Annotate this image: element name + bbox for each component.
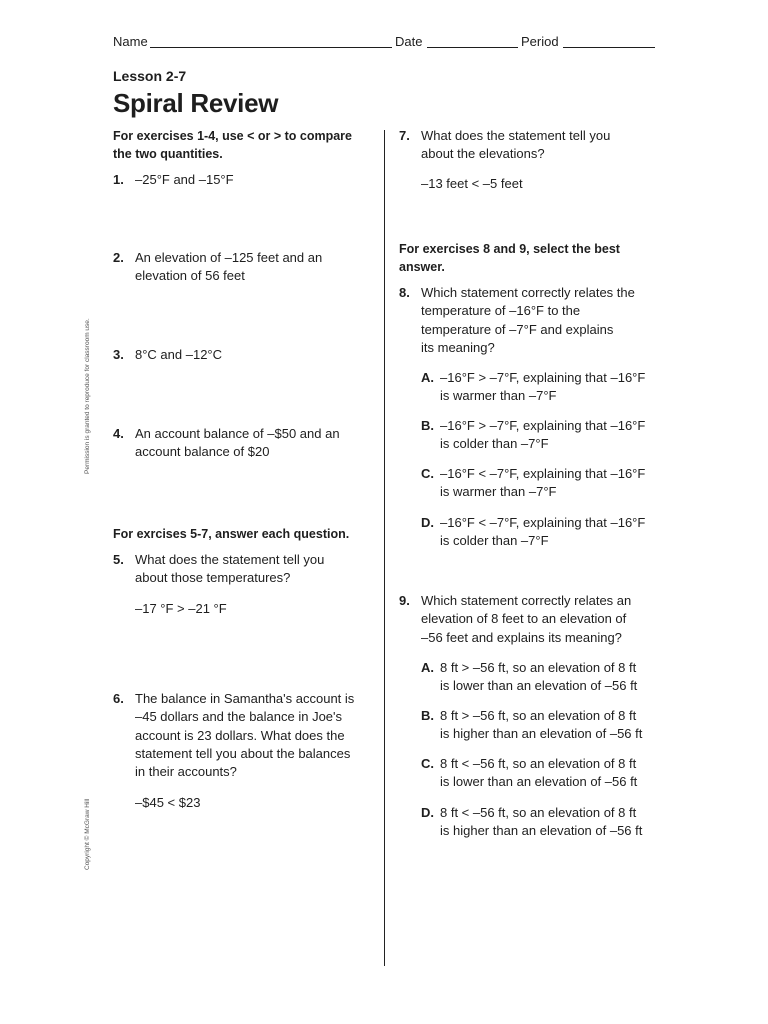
option-text: –16°F > –7°F, explaining that –16°F is warmer than –7°F bbox=[440, 370, 646, 404]
option-letter: C. bbox=[421, 466, 434, 481]
question-8-option-c[interactable] bbox=[421, 465, 661, 502]
date-label: Date bbox=[395, 34, 423, 49]
option-letter: B. bbox=[421, 708, 434, 723]
option-letter: A. bbox=[421, 370, 434, 385]
column-divider bbox=[384, 130, 385, 966]
question-9-option-c[interactable] bbox=[421, 755, 666, 792]
name-field-line[interactable] bbox=[150, 47, 392, 48]
question-8-option-b[interactable] bbox=[421, 417, 661, 454]
question-9-option-b[interactable] bbox=[421, 707, 666, 744]
option-letter: D. bbox=[421, 805, 434, 820]
option-text: 8 ft < –56 ft, so an elevation of 8 ft is higher than an elevation of –56 ft bbox=[440, 805, 643, 839]
option-letter: D. bbox=[421, 515, 434, 530]
instruction-exercises-1-4: For exercises 1-4, use < or > to compare the two quantities. bbox=[113, 129, 353, 161]
question-5-statement: –17 °F > –21 °F bbox=[135, 601, 227, 616]
question-number: 3. bbox=[113, 347, 124, 362]
question-number: 9. bbox=[399, 593, 410, 608]
date-field-line[interactable] bbox=[427, 47, 518, 48]
question-7-statement: –13 feet < –5 feet bbox=[421, 176, 523, 191]
question-text: What does the statement tell you about the elevations? bbox=[421, 128, 611, 162]
option-text: –16°F > –7°F, explaining that –16°F is colder than –7°F bbox=[440, 418, 646, 452]
question-number: 1. bbox=[113, 172, 124, 187]
option-text: 8 ft < –56 ft, so an elevation of 8 ft is lower than an elevation of –56 ft bbox=[440, 756, 638, 790]
option-text: 8 ft > –56 ft, so an elevation of 8 ft is lower than an elevation of –56 ft bbox=[440, 660, 638, 694]
option-letter: C. bbox=[421, 756, 434, 771]
question-number: 7. bbox=[399, 128, 410, 143]
question-text: What does the statement tell you about those temperatures? bbox=[135, 552, 325, 586]
question-text: The balance in Samantha's account is –45 dollars and the balance in Joe's account is 23 dollars. What does the statement tell you about the balances in their accounts? bbox=[135, 691, 355, 780]
question-8-option-d[interactable] bbox=[421, 514, 661, 551]
page-title: Spiral Review bbox=[113, 88, 279, 118]
question-number: 8. bbox=[399, 285, 410, 300]
permission-notice: Permission is granted to reproduce for classroom use. bbox=[84, 318, 91, 474]
period-label: Period bbox=[521, 34, 559, 49]
question-number: 6. bbox=[113, 691, 124, 706]
question-text: 8°C and –12°C bbox=[135, 347, 223, 362]
name-label: Name bbox=[113, 34, 148, 49]
question-text: Which statement correctly relates the temperature of –16°F to the temperature of –7°F and explains its meaning? bbox=[421, 285, 635, 355]
lesson-number: Lesson 2-7 bbox=[113, 68, 187, 84]
question-text: An elevation of –125 feet and an elevation of 56 feet bbox=[135, 250, 323, 284]
copyright-notice: Copyright © McGraw Hill bbox=[84, 798, 91, 870]
option-text: –16°F < –7°F, explaining that –16°F is warmer than –7°F bbox=[440, 466, 646, 500]
question-9-option-a[interactable] bbox=[421, 659, 666, 696]
option-letter: B. bbox=[421, 418, 434, 433]
question-number: 2. bbox=[113, 250, 124, 265]
question-9-option-d[interactable] bbox=[421, 804, 666, 841]
student-info-header bbox=[113, 32, 658, 52]
question-6-statement: –$45 < $23 bbox=[135, 795, 201, 810]
instruction-exercises-5-7: For exrcises 5-7, answer each question. bbox=[113, 527, 350, 541]
question-number: 5. bbox=[113, 552, 124, 567]
period-field-line[interactable] bbox=[563, 47, 655, 48]
option-text: –16°F < –7°F, explaining that –16°F is colder than –7°F bbox=[440, 515, 646, 549]
question-text: Which statement correctly relates an elevation of 8 feet to an elevation of –56 feet and explains its meaning? bbox=[421, 593, 632, 645]
option-text: 8 ft > –56 ft, so an elevation of 8 ft is higher than an elevation of –56 ft bbox=[440, 708, 643, 742]
option-letter: A. bbox=[421, 660, 434, 675]
question-text: –25°F and –15°F bbox=[135, 172, 234, 187]
question-8-option-a[interactable] bbox=[421, 369, 661, 406]
instruction-exercises-8-9: For exercises 8 and 9, select the best answer. bbox=[399, 242, 620, 274]
question-text: An account balance of –$50 and an account balance of $20 bbox=[135, 426, 340, 460]
question-number: 4. bbox=[113, 426, 124, 441]
